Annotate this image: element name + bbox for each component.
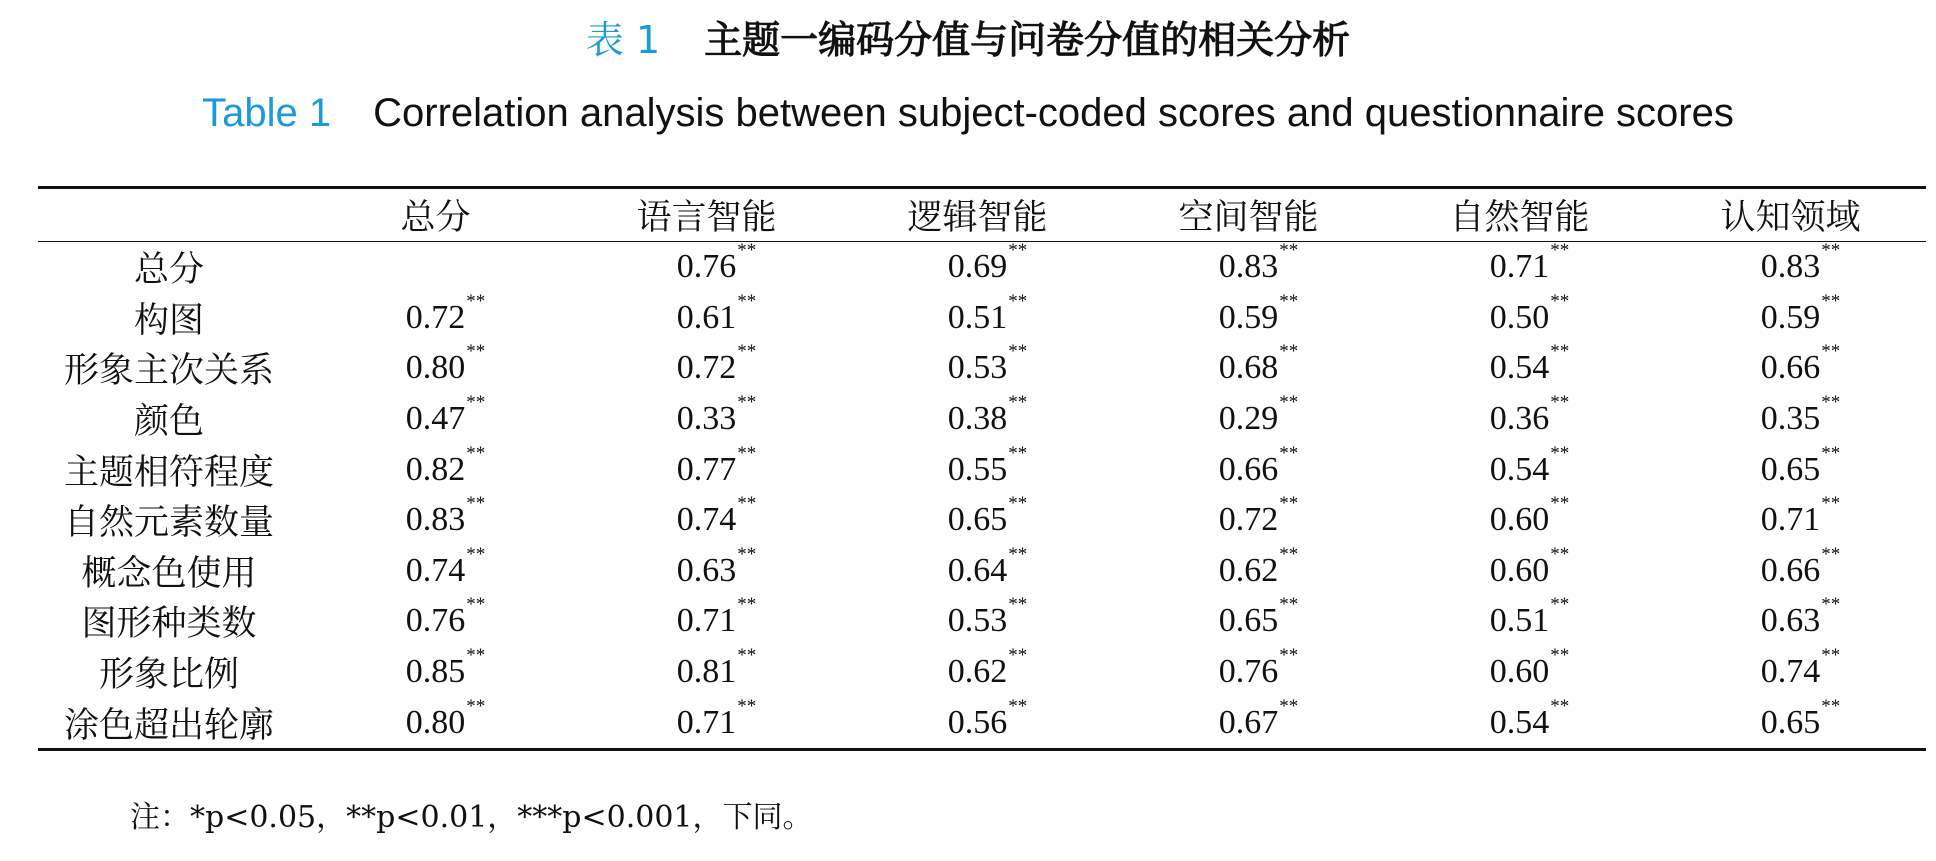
table-cell — [1655, 343, 1926, 394]
header-corner-cell — [38, 188, 300, 242]
table-cell — [300, 444, 571, 495]
table-cell — [1113, 596, 1384, 647]
table-caption-en — [0, 86, 1936, 140]
table-cell — [842, 444, 1113, 495]
significance-marker: ** — [1550, 594, 1570, 616]
significance-marker: ** — [1279, 392, 1299, 414]
significance-marker: ** — [1008, 594, 1028, 616]
table-cell — [842, 394, 1113, 445]
table-cell — [1655, 697, 1926, 749]
row-label: 图形种类数 — [81, 604, 257, 645]
significance-marker: ** — [1821, 695, 1841, 717]
correlation-value: 0.85 — [405, 653, 466, 691]
table-cell — [1384, 543, 1655, 597]
correlation-value: 0.74 — [405, 551, 466, 589]
significance-marker: ** — [1550, 645, 1570, 667]
table-cell — [1384, 647, 1655, 698]
correlation-value: 0.51 — [947, 298, 1008, 336]
significance-marker: ** — [466, 442, 486, 464]
table-cell — [842, 647, 1113, 698]
correlation-value: 0.54 — [1489, 703, 1550, 741]
correlation-value: 0.51 — [1489, 602, 1550, 640]
table-cell — [300, 697, 571, 749]
table-cell — [1655, 495, 1926, 546]
significance-marker: ** — [1279, 240, 1299, 262]
table-caption-zh — [0, 12, 1936, 68]
correlation-value: 0.60 — [1489, 551, 1550, 589]
significance-marker: ** — [1550, 392, 1570, 414]
row-label: 概念色使用 — [81, 553, 257, 594]
table-cell — [842, 343, 1113, 394]
table-cell — [1384, 596, 1655, 647]
significance-marker: ** — [1821, 290, 1841, 312]
significance-marker: ** — [1279, 594, 1299, 616]
row-label: 主题相符程度 — [63, 452, 274, 493]
table-row — [38, 546, 1926, 597]
correlation-value: 0.68 — [1218, 349, 1279, 387]
correlation-value: 0.65 — [947, 501, 1008, 539]
significance-marker: ** — [1821, 594, 1841, 616]
significance-marker: ** — [737, 645, 757, 667]
row-label: 涂色超出轮廓 — [63, 705, 274, 746]
table-number-en: Table 1 — [202, 91, 332, 135]
correlation-value: 0.77 — [676, 450, 737, 488]
significance-marker: ** — [1008, 543, 1028, 565]
table-cell — [1384, 394, 1655, 445]
table-row — [38, 647, 1926, 698]
header-row — [38, 188, 1926, 242]
significance-marker: ** — [1821, 543, 1841, 565]
correlation-value: 0.60 — [1489, 501, 1550, 539]
row-label: 形象主次关系 — [63, 351, 274, 392]
table-cell — [571, 242, 842, 293]
correlation-value: 0.72 — [405, 298, 466, 336]
significance-marker: ** — [466, 290, 486, 312]
correlation-value: 0.71 — [676, 602, 737, 640]
table-row — [38, 596, 1926, 647]
table-cell — [571, 495, 842, 546]
correlation-value: 0.50 — [1489, 298, 1550, 336]
significance-marker: ** — [466, 695, 486, 717]
correlation-value: 0.74 — [1760, 653, 1821, 691]
significance-marker: ** — [1008, 392, 1028, 414]
column-header: 认知领域 — [1720, 198, 1861, 238]
correlation-value: 0.82 — [405, 450, 466, 488]
significance-marker: ** — [466, 645, 486, 667]
table-cell — [842, 543, 1113, 597]
table-cell — [1655, 290, 1926, 344]
significance-marker: ** — [1008, 493, 1028, 515]
row-label: 形象比例 — [98, 655, 239, 696]
table-cell — [571, 290, 842, 344]
table-footnote: 注：*p<0.05，**p<0.01，***p<0.001，下同。 — [130, 800, 813, 835]
correlation-value: 0.72 — [1218, 501, 1279, 539]
table-cell — [1113, 697, 1384, 749]
correlation-value: 0.53 — [947, 349, 1008, 387]
table-cell — [842, 596, 1113, 647]
column-header: 总分 — [400, 198, 471, 238]
table-cell — [300, 290, 571, 344]
significance-marker: ** — [1279, 645, 1299, 667]
correlation-value: 0.66 — [1760, 349, 1821, 387]
correlation-value: 0.65 — [1760, 703, 1821, 741]
significance-marker: ** — [466, 341, 486, 363]
correlation-value: 0.74 — [676, 501, 737, 539]
correlation-value: 0.62 — [1218, 551, 1279, 589]
significance-marker: ** — [466, 392, 486, 414]
table-number-zh: 表 1 — [585, 18, 661, 62]
table-cell — [300, 495, 571, 546]
significance-marker: ** — [1550, 695, 1570, 717]
row-label: 颜色 — [133, 402, 204, 443]
table-cell — [300, 394, 571, 445]
table-row — [38, 495, 1926, 546]
correlation-value: 0.64 — [947, 551, 1008, 589]
correlation-value: 0.69 — [947, 248, 1008, 286]
significance-marker: ** — [1550, 493, 1570, 515]
correlation-value: 0.59 — [1218, 298, 1279, 336]
significance-marker: ** — [1008, 290, 1028, 312]
correlation-value: 0.66 — [1218, 450, 1279, 488]
table-cell — [1655, 647, 1926, 698]
significance-marker: ** — [1821, 392, 1841, 414]
correlation-value: 0.71 — [1489, 248, 1550, 286]
significance-marker: ** — [1821, 240, 1841, 262]
correlation-value: 0.65 — [1218, 602, 1279, 640]
correlation-table — [38, 186, 1926, 751]
table-cell — [1655, 596, 1926, 647]
correlation-value: 0.56 — [947, 703, 1008, 741]
table-cell — [300, 343, 571, 394]
significance-marker: ** — [737, 240, 757, 262]
significance-marker: ** — [1550, 543, 1570, 565]
correlation-value: 0.83 — [1760, 248, 1821, 286]
significance-marker: ** — [737, 493, 757, 515]
significance-marker: ** — [737, 594, 757, 616]
correlation-value: 0.53 — [947, 602, 1008, 640]
significance-marker: ** — [1279, 341, 1299, 363]
correlation-value: 0.80 — [405, 703, 466, 741]
correlation-value: 0.71 — [676, 703, 737, 741]
row-label: 构图 — [133, 300, 204, 341]
table-cell — [300, 543, 571, 597]
correlation-value: 0.35 — [1760, 400, 1821, 438]
significance-marker: ** — [1821, 442, 1841, 464]
table-cell — [571, 647, 842, 698]
table-cell — [571, 543, 842, 597]
significance-marker: ** — [1008, 645, 1028, 667]
table-cell — [1113, 394, 1384, 445]
correlation-value: 0.66 — [1760, 551, 1821, 589]
significance-marker: ** — [466, 493, 486, 515]
correlation-value: 0.54 — [1489, 349, 1550, 387]
correlation-value: 0.65 — [1760, 450, 1821, 488]
significance-marker: ** — [1550, 240, 1570, 262]
column-header: 空间智能 — [1178, 198, 1319, 238]
significance-marker: ** — [1550, 290, 1570, 312]
table-cell — [1384, 495, 1655, 546]
correlation-value: 0.61 — [676, 298, 737, 336]
table-cell — [1384, 343, 1655, 394]
table-cell — [842, 697, 1113, 749]
significance-marker: ** — [737, 442, 757, 464]
significance-marker: ** — [737, 290, 757, 312]
correlation-value: 0.83 — [1218, 248, 1279, 286]
correlation-value: 0.76 — [1218, 653, 1279, 691]
significance-marker: ** — [1279, 543, 1299, 565]
significance-marker: ** — [1008, 442, 1028, 464]
significance-marker: ** — [1821, 341, 1841, 363]
table-row — [38, 394, 1926, 445]
table-row — [38, 444, 1926, 495]
correlation-value: 0.76 — [676, 248, 737, 286]
table-row — [38, 697, 1926, 749]
table-cell — [1384, 444, 1655, 495]
correlation-value: 0.54 — [1489, 450, 1550, 488]
significance-marker: ** — [466, 594, 486, 616]
significance-marker: ** — [1008, 695, 1028, 717]
row-label: 总分 — [133, 250, 204, 291]
correlation-value: 0.63 — [676, 551, 737, 589]
table-cell — [1384, 697, 1655, 749]
table-cell — [1113, 647, 1384, 698]
significance-marker: ** — [1279, 290, 1299, 312]
significance-marker: ** — [737, 392, 757, 414]
table-cell — [571, 394, 842, 445]
row-label: 自然元素数量 — [63, 503, 274, 544]
table-cell — [571, 444, 842, 495]
correlation-value: 0.72 — [676, 349, 737, 387]
correlation-value: 0.83 — [405, 501, 466, 539]
table-cell — [1113, 543, 1384, 597]
table-cell — [1655, 394, 1926, 445]
correlation-value: 0.71 — [1760, 501, 1821, 539]
table-cell — [1384, 290, 1655, 344]
correlation-value: 0.36 — [1489, 400, 1550, 438]
correlation-value: 0.76 — [405, 602, 466, 640]
correlation-value: 0.55 — [947, 450, 1008, 488]
significance-marker: ** — [1821, 493, 1841, 515]
table-cell — [300, 647, 571, 698]
table-cell — [1113, 444, 1384, 495]
table-header — [38, 188, 1926, 242]
table-cell — [300, 242, 571, 293]
table-cell — [571, 697, 842, 749]
correlation-value: 0.38 — [947, 400, 1008, 438]
table-row — [38, 293, 1926, 344]
correlation-value: 0.47 — [405, 400, 466, 438]
table-cell — [1655, 444, 1926, 495]
correlation-table-container — [38, 186, 1926, 751]
table-title-en: Correlation analysis between subject-coded scores and questionnaire scores — [373, 91, 1734, 135]
table-cell — [1384, 242, 1655, 293]
correlation-value: 0.81 — [676, 653, 737, 691]
significance-marker: ** — [1008, 240, 1028, 262]
significance-marker: ** — [1279, 695, 1299, 717]
column-header: 语言智能 — [636, 198, 777, 238]
table-body — [38, 242, 1926, 750]
correlation-value: 0.67 — [1218, 703, 1279, 741]
correlation-value: 0.33 — [676, 400, 737, 438]
table-cell — [1113, 242, 1384, 293]
table-row — [38, 343, 1926, 394]
significance-marker: ** — [466, 543, 486, 565]
significance-marker: ** — [737, 695, 757, 717]
table-cell — [1113, 495, 1384, 546]
correlation-value: 0.80 — [405, 349, 466, 387]
correlation-value: 0.63 — [1760, 602, 1821, 640]
correlation-value: 0.62 — [947, 653, 1008, 691]
table-cell — [1655, 543, 1926, 597]
table-cell — [1655, 242, 1926, 293]
table-title-zh: 主题一编码分值与问卷分值的相关分析 — [704, 18, 1351, 62]
correlation-value: 0.60 — [1489, 653, 1550, 691]
significance-marker: ** — [1008, 341, 1028, 363]
table-cell — [842, 242, 1113, 293]
significance-marker: ** — [1550, 341, 1570, 363]
significance-marker: ** — [1279, 493, 1299, 515]
table-cell — [1113, 343, 1384, 394]
significance-marker: ** — [1279, 442, 1299, 464]
table-cell — [1113, 290, 1384, 344]
significance-marker: ** — [737, 341, 757, 363]
table-cell — [842, 495, 1113, 546]
correlation-value: 0.59 — [1760, 298, 1821, 336]
table-cell — [300, 596, 571, 647]
significance-marker: ** — [1550, 442, 1570, 464]
table-cell — [842, 290, 1113, 344]
significance-marker: ** — [737, 543, 757, 565]
correlation-value: 0.29 — [1218, 400, 1279, 438]
table-row — [38, 242, 1926, 293]
table-cell — [571, 343, 842, 394]
table-cell — [571, 596, 842, 647]
significance-marker: ** — [1821, 645, 1841, 667]
column-header: 自然智能 — [1449, 198, 1590, 238]
column-header: 逻辑智能 — [907, 198, 1048, 238]
